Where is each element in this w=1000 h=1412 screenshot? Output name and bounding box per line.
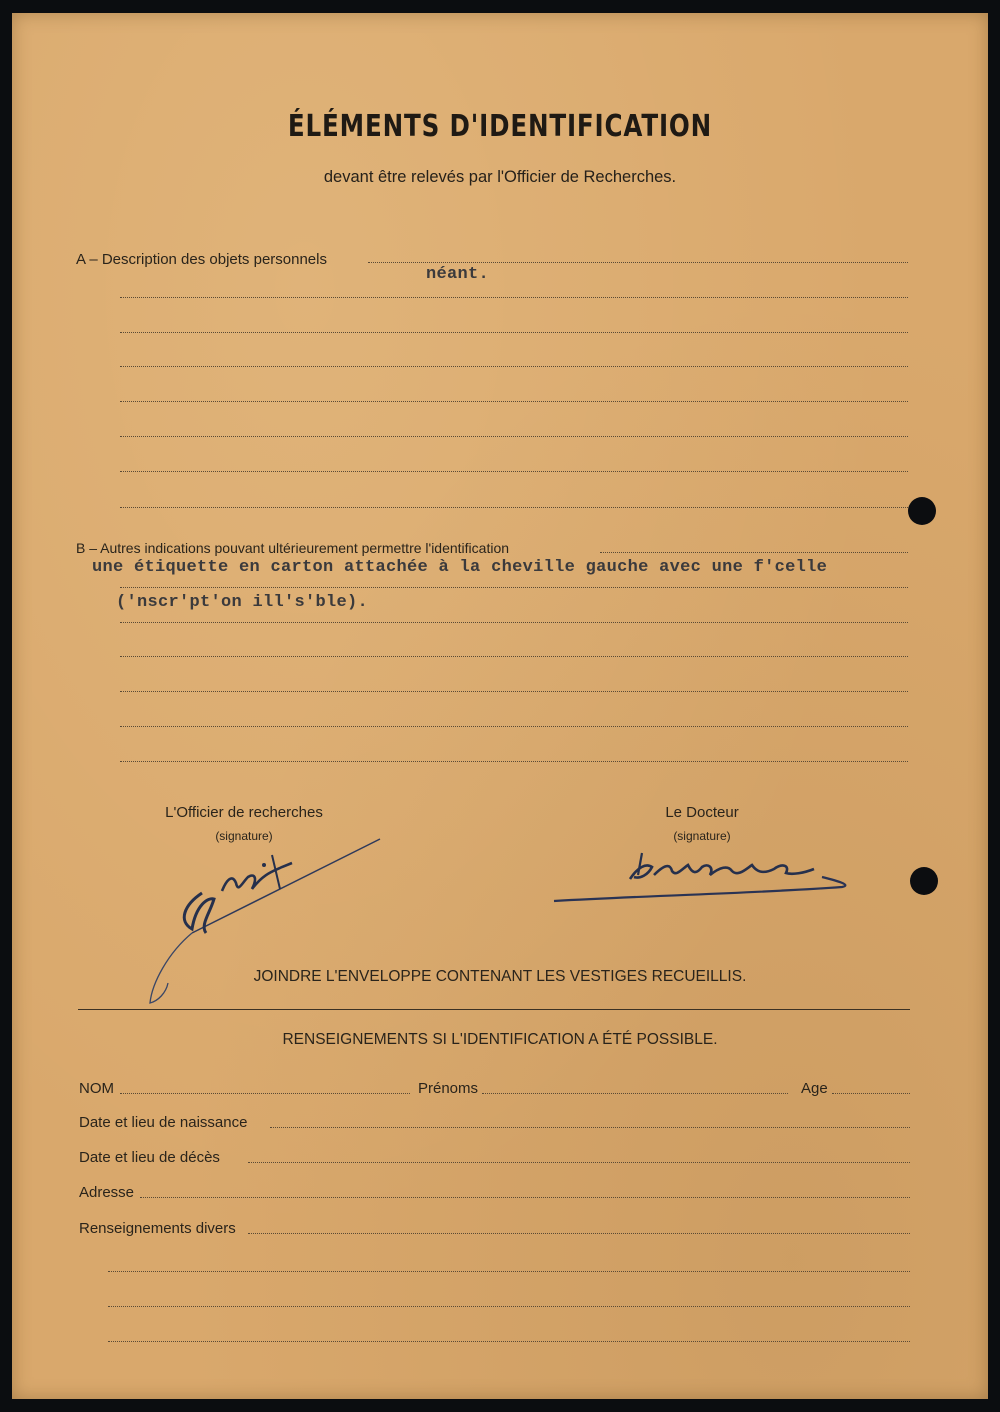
divers-label: Renseignements divers (79, 1220, 236, 1237)
section-a-typed-text: néant. (426, 265, 490, 284)
section-b-line-4 (120, 656, 908, 657)
divers-line-1[interactable] (248, 1233, 910, 1234)
enclose-envelope-note: JOINDRE L'ENVELOPPE CONTENANT LES VESTIGES RECUEILLIS. (253, 968, 747, 985)
adresse-label: Adresse (79, 1184, 135, 1201)
section-b-typed-line-2: ('nscr'pt'on ill's'ble). (116, 593, 369, 612)
prenoms-line[interactable] (482, 1093, 788, 1094)
age-label: Age (801, 1080, 828, 1097)
form-sheet (12, 13, 988, 1399)
deces-label: Date et lieu de décès (79, 1149, 220, 1166)
divers-line-2[interactable] (108, 1271, 910, 1272)
section-b-line-2 (120, 587, 908, 588)
section-a-line-7 (120, 471, 908, 472)
nom-label: NOM (79, 1080, 114, 1097)
age-line[interactable] (832, 1093, 910, 1094)
doctor-signature-label: Le Docteur (665, 804, 739, 821)
nom-line[interactable] (120, 1093, 410, 1094)
section-b-line-1 (600, 552, 908, 553)
section-b-line-6 (120, 726, 908, 727)
doctor-signature-mark (542, 845, 862, 905)
section-a-line-3 (120, 332, 908, 333)
section-b-typed-line-1: une étiquette en carton attachée à la cheville gauche avec une f'celle (92, 558, 828, 577)
section-b-line-5 (120, 691, 908, 692)
prenoms-label: Prénoms (418, 1080, 479, 1097)
section-a-label: A – Description des objets personnels (76, 251, 327, 268)
form-title: ÉLÉMENTS D'IDENTIFICATION (287, 109, 713, 144)
officer-signature-mark (122, 833, 412, 1013)
section-a-line-1 (368, 262, 908, 263)
punch-hole-lower (910, 867, 938, 895)
section-a-line-8 (120, 507, 908, 508)
form-subtitle: devant être relevés par l'Officier de Recherches. (323, 168, 677, 186)
section-b-line-7 (120, 761, 908, 762)
section-b-line-3 (120, 622, 908, 623)
naissance-line[interactable] (270, 1127, 910, 1128)
section-b-label: B – Autres indications pouvant ultérieurement permettre l'identification (76, 540, 510, 556)
info-heading: RENSEIGNEMENTS SI L'IDENTIFICATION A ÉTÉ POSSIBLE. (282, 1031, 718, 1048)
adresse-line[interactable] (140, 1197, 910, 1198)
officer-signature-label: L'Officier de recherches (165, 804, 323, 821)
naissance-label: Date et lieu de naissance (79, 1114, 248, 1131)
section-a-line-5 (120, 401, 908, 402)
section-a-line-4 (120, 366, 908, 367)
punch-hole-upper (908, 497, 936, 525)
section-a-line-2 (120, 297, 908, 298)
doctor-signature-note: (signature) (673, 829, 731, 843)
divers-line-3[interactable] (108, 1306, 910, 1307)
divers-line-4[interactable] (108, 1341, 910, 1342)
deces-line[interactable] (248, 1162, 910, 1163)
section-divider (78, 1009, 910, 1010)
officer-signature-note: (signature) (215, 829, 273, 843)
section-a-line-6 (120, 436, 908, 437)
